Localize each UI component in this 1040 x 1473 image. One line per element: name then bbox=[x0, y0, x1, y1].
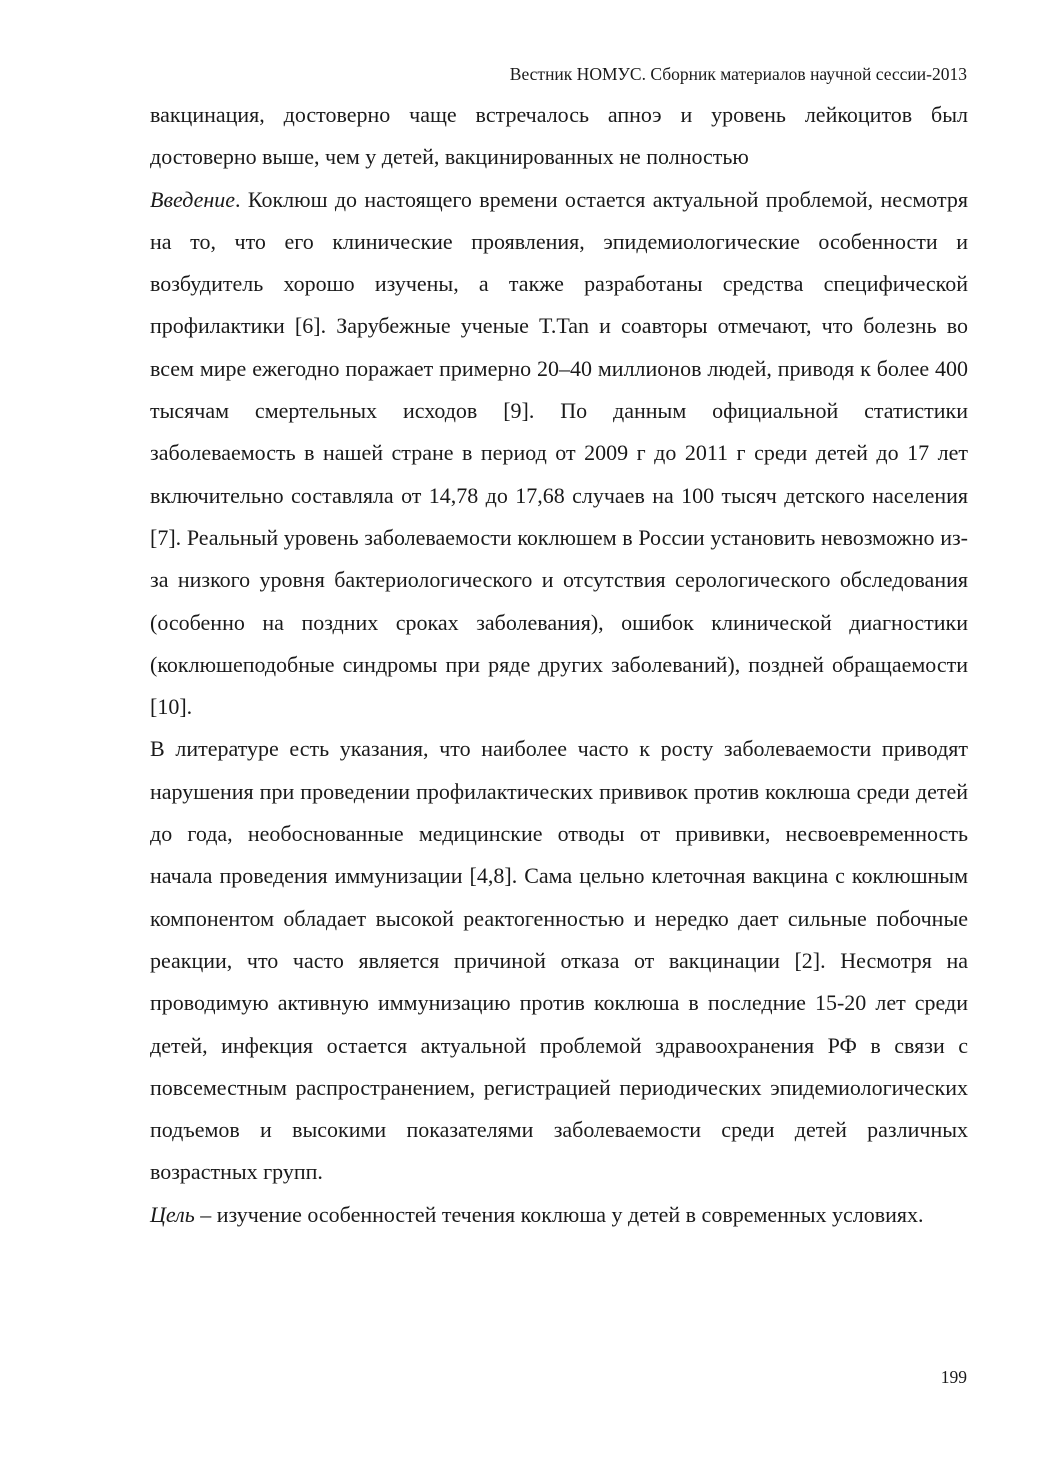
paragraph-text: вакцинация, достоверно чаще встречалось апноэ и уровень лейкоцитов был достоверно выше, чем у детей, вакцинированных не полностью bbox=[150, 102, 968, 170]
paragraph bbox=[150, 94, 968, 179]
running-header: Вестник НОМУС. Сборник материалов научной сессии-2013 bbox=[509, 64, 967, 84]
paragraph-lead: Введение bbox=[150, 186, 236, 212]
paragraph bbox=[150, 728, 968, 1193]
paragraph-introduction bbox=[150, 179, 968, 729]
paragraph-text: В литературе есть указания, что наиболее часто к росту заболеваемости приводят нарушения при проведении профилактических прививок против коклюша среди детей до года, необоснованные медицинские отводы от прививки, несвоевременность начала проведения иммунизации [4,8]. Сама цельно клеточная вакцина с коклюшным компонентом обладает высокой реактогенностью и нередко дает сильные побочные реакции, что часто является причиной отказа от вакцинации [2]. Несмотря на проводимую активную иммунизацию против коклюша в последние 15-20 лет среди детей, инфекция остается актуальной проблемой здравоохранения РФ в связи с повсеместным распространением, регистрацией периодических эпидемиологических подъемов и высокими показателями заболеваемости среди детей различных возрастных групп. bbox=[150, 736, 968, 1185]
paragraph-text: . Коклюш до настоящего времени остается актуальной проблемой, несмотря на то, что его клинические проявления, эпидемиологические особенности и возбудитель хорошо изучены, а также разработаны средства специфической профилактики [6]. Зарубежные ученые T.Tan и соавторы отмечают, что болезнь во всем мире ежегодно поражает примерно 20–40 миллионов людей, приводя к более 400 тысячам смертельных исходов [9]. По данным официальной статистики заболеваемость в нашей стране в период от 2009 г до 2011 г среди детей до 17 лет включительно составляла от 14,78 до 17,68 случаев на 100 тысяч детского населения [7]. Реальный уровень заболеваемости коклюшем в России установить невозможно из-за низкого уровня бактериологического и отсутствия серологического обследования (особенно на поздних сроках заболевания), ошибок клинической диагностики (коклюшеподобные синдромы при ряде других заболеваний), поздней обращаемости [10]. bbox=[150, 186, 968, 720]
paragraph-goal bbox=[150, 1194, 968, 1236]
page-number: 199 bbox=[940, 1367, 967, 1387]
paragraph-lead: Цель bbox=[150, 1201, 195, 1227]
paragraph-text: – изучение особенностей течения коклюша у детей в современных условиях. bbox=[194, 1201, 924, 1227]
body-text bbox=[150, 94, 968, 1236]
